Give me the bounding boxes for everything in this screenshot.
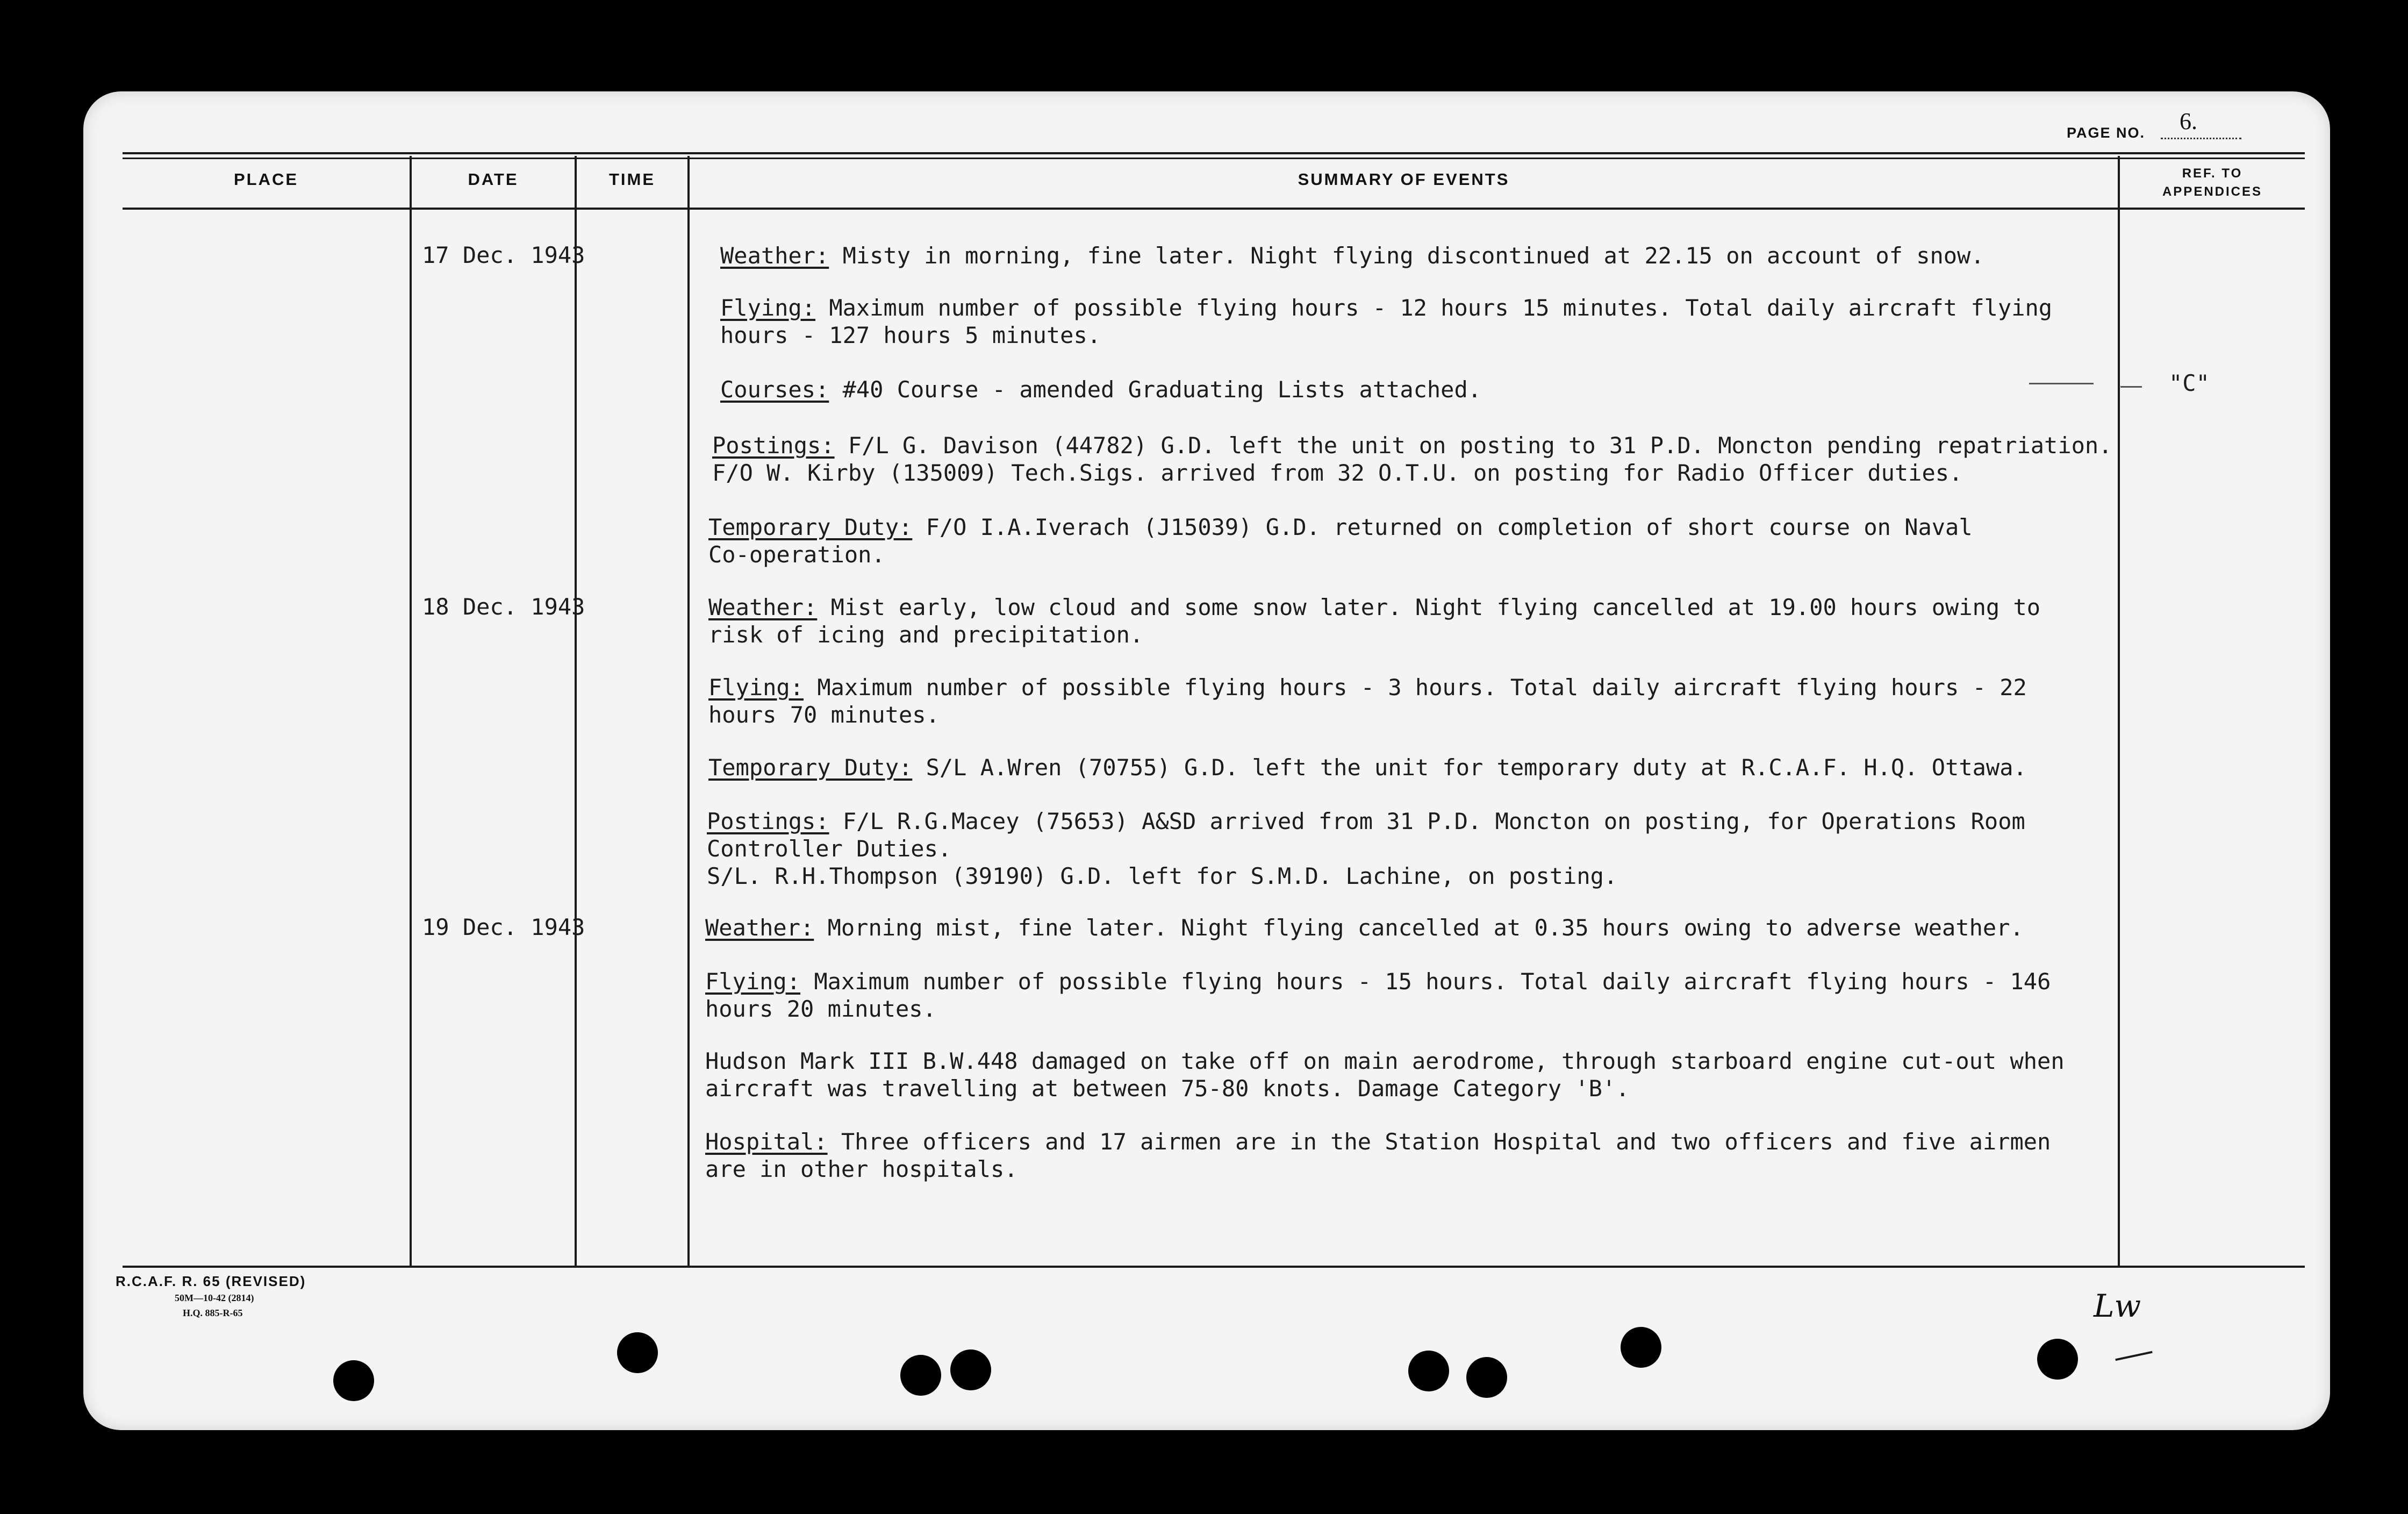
entry-text: S/L A.Wren (70755) G.D. left the unit for temporary duty at R.C.A.F. H.Q. Ottawa. — [926, 754, 2027, 781]
punch-hole — [1621, 1327, 1661, 1368]
entry-text: Maximum number of possible flying hours - 3 hours. Total daily aircraft flying hours - 22 hours 70 minutes. — [708, 674, 2027, 728]
divider-date-time — [575, 156, 577, 1266]
summary-entry — [708, 513, 2127, 568]
summary-entry — [705, 914, 2124, 941]
entry-text: F/O I.A.Iverach (J15039) G.D. returned on completion of short course on Naval Co-operation. — [708, 514, 1973, 568]
entry-text: Maximum number of possible flying hours - 15 hours. Total daily aircraft flying hours - 146 hours 20 minutes. — [705, 968, 2051, 1022]
entry-text: Maximum number of possible flying hours - 12 hours 15 minutes. Total daily aircraft flying hours - 127 hours 5 minutes. — [720, 295, 2053, 348]
page-no-label: PAGE NO. — [2067, 125, 2146, 141]
ref-leader-line — [2120, 386, 2142, 388]
entry-text: F/L G. Davison (44782) G.D. left the unit on posting to 31 P.D. Moncton pending repatriation. F/O W. Kirby (135009) Tech.Sigs. arrived from 32 O.T.U. on posting for Radio Officer duties. — [712, 432, 2112, 486]
summary-entry — [708, 594, 2127, 648]
column-header-place: PLACE — [233, 170, 299, 189]
punch-hole — [2037, 1339, 2078, 1380]
entry-text: Mist early, low cloud and some snow later. Night flying cancelled at 19.00 hours owing to risk of icing and precipitation. — [708, 594, 2041, 648]
summary-entry — [720, 242, 2139, 269]
column-header-ref-line1: REF. TO — [2182, 166, 2243, 181]
ref-leader-line — [2029, 383, 2094, 384]
date-entry: 19 Dec. 1943 — [422, 914, 585, 940]
entry-label: Weather: — [720, 242, 829, 269]
entry-text: Misty in morning, fine later. Night flying discontinued at 22.15 on account of snow. — [842, 242, 1984, 269]
entry-label: Hospital: — [705, 1129, 828, 1155]
column-header-time: TIME — [608, 170, 656, 189]
punch-hole — [900, 1355, 941, 1396]
entry-text: Morning mist, fine later. Night flying cancelled at 0.35 hours owing to adverse weather. — [827, 915, 2024, 941]
summary-entry — [705, 968, 2124, 1023]
entry-label: Postings: — [707, 808, 829, 834]
divider-time-summary — [687, 156, 690, 1266]
entry-label: Flying: — [720, 295, 816, 321]
top-double-rule-2 — [123, 158, 2305, 159]
entry-text: Hudson Mark III B.W.448 damaged on take off on main aerodrome, through starboard engine cut-out when aircraft was travelling at between 75-80 knots. Damage Category 'B'. — [705, 1048, 2065, 1102]
punch-hole — [617, 1332, 658, 1373]
summary-entry — [705, 1047, 2124, 1102]
summary-entry — [705, 1128, 2124, 1183]
entry-label: Weather: — [705, 915, 814, 941]
column-header-date: DATE — [468, 170, 519, 189]
summary-entry — [708, 754, 2127, 781]
column-header-ref-line2: APPENDICES — [2162, 184, 2263, 199]
entry-label: Courses: — [720, 376, 829, 403]
column-header-summary: SUMMARY OF EVENTS — [1298, 170, 1510, 189]
form-print-code: 50M—10-42 (2814) — [175, 1292, 254, 1303]
page-no-value: 6. — [2180, 108, 2197, 134]
summary-entry — [707, 808, 2126, 890]
header-bottom-rule — [123, 208, 2305, 210]
punch-hole — [333, 1360, 374, 1401]
entry-label: Postings: — [712, 432, 835, 459]
entry-label: Flying: — [708, 674, 804, 701]
handwritten-initials: Lw — [2094, 1288, 2141, 1324]
summary-entry — [720, 376, 2139, 403]
entry-text: F/L R.G.Macey (75653) A&SD arrived from 31 P.D. Moncton on posting, for Operations Room Controller Duties. S/L. R.H.Thompson (39190) G.D. left for S.M.D. Lachine, on posting. — [707, 808, 2025, 889]
summary-entry — [712, 432, 2131, 487]
date-entry: 17 Dec. 1943 — [422, 242, 585, 268]
punch-hole — [950, 1349, 991, 1390]
entry-text: Three officers and 17 airmen are in the Station Hospital and two officers and five airmen are in other hospitals. — [705, 1129, 2051, 1182]
date-entry: 18 Dec. 1943 — [422, 594, 585, 620]
footer-rule — [123, 1266, 2305, 1268]
form-id: R.C.A.F. R. 65 (REVISED) — [116, 1273, 306, 1289]
summary-entry — [708, 674, 2127, 729]
page-no-dots — [2161, 138, 2241, 139]
entry-label: Weather: — [708, 594, 818, 620]
divider-place-date — [410, 156, 412, 1266]
form-hq-code: H.Q. 885-R-65 — [183, 1308, 243, 1318]
entry-label: Temporary Duty: — [708, 754, 913, 781]
top-double-rule-1 — [123, 152, 2305, 154]
entry-text: #40 Course - amended Graduating Lists attached. — [842, 376, 1482, 403]
column-header-ref — [2120, 165, 2305, 201]
punch-hole — [1408, 1351, 1449, 1391]
summary-entry — [720, 294, 2139, 349]
appendix-reference: "C" — [2169, 370, 2210, 396]
punch-hole — [1466, 1357, 1507, 1398]
entry-label: Temporary Duty: — [708, 514, 913, 540]
entry-label: Flying: — [705, 968, 801, 995]
